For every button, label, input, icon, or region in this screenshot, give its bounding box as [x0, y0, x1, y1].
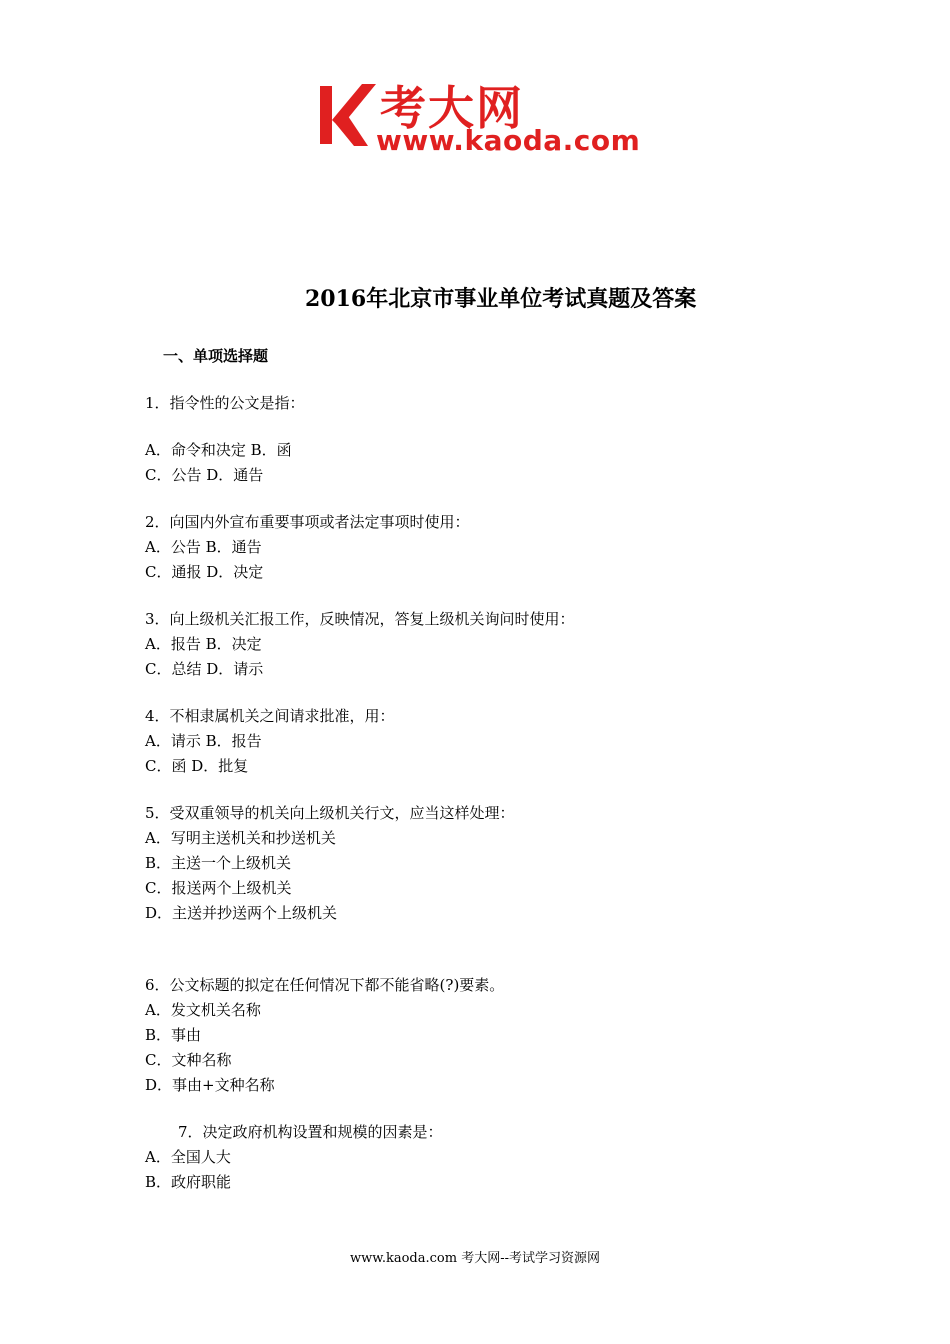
question-5-option-c: C．报送两个上级机关	[145, 879, 292, 897]
question-5-option-b: B．主送一个上级机关	[145, 854, 292, 872]
question-6-option-d: D．事由+文种名称	[145, 1076, 275, 1094]
question-6-option-b: B．事由	[145, 1026, 202, 1044]
question-2-options-cd: C．通报 D．决定	[145, 563, 264, 581]
question-1: 1．指令性的公文是指：	[145, 394, 305, 412]
question-5-option-d: D．主送并抄送两个上级机关	[145, 904, 338, 922]
question-2-options-ab: A．公告 B．通告	[145, 538, 262, 556]
document-title: 2016年北京市事业单位考试真题及答案	[305, 286, 697, 312]
logo-url-text: www.kaoda.com	[376, 124, 641, 157]
k-logo-icon	[318, 80, 380, 152]
section-heading: 一、单项选择题	[163, 347, 269, 365]
question-4: 4．不相隶属机关之间请求批准，用：	[145, 707, 395, 725]
question-7-option-b: B．政府职能	[145, 1173, 232, 1191]
question-4-options-cd: C．函 D．批复	[145, 757, 249, 775]
question-3-options-ab: A．报告 B．决定	[145, 635, 262, 653]
question-6-option-a: A．发文机关名称	[145, 1001, 261, 1019]
question-6: 6．公文标题的拟定在任何情况下都不能省略(?)要素。	[145, 976, 505, 994]
question-5: 5．受双重领导的机关向上级机关行文，应当这样处理：	[145, 804, 515, 822]
question-5-option-a: A．写明主送机关和抄送机关	[145, 829, 336, 847]
question-7-option-a: A．全国人大	[145, 1148, 231, 1166]
page-footer: www.kaoda.com 考大网--考试学习资源网	[350, 1251, 600, 1266]
question-3-options-cd: C．总结 D．请示	[145, 660, 264, 678]
kaoda-logo	[318, 80, 648, 160]
logo-chinese-text: 考大网	[380, 81, 524, 135]
question-4-options-ab: A．请示 B．报告	[145, 732, 262, 750]
question-7: 7．决定政府机构设置和规模的因素是：	[178, 1123, 443, 1141]
question-6-option-c: C．文种名称	[145, 1051, 232, 1069]
question-1-options-cd: C．公告 D．通告	[145, 466, 264, 484]
question-1-options-ab: A．命令和决定 B．函	[145, 441, 292, 459]
question-3: 3．向上级机关汇报工作，反映情况，答复上级机关询问时使用：	[145, 610, 575, 628]
question-2: 2．向国内外宣布重要事项或者法定事项时使用：	[145, 513, 470, 531]
